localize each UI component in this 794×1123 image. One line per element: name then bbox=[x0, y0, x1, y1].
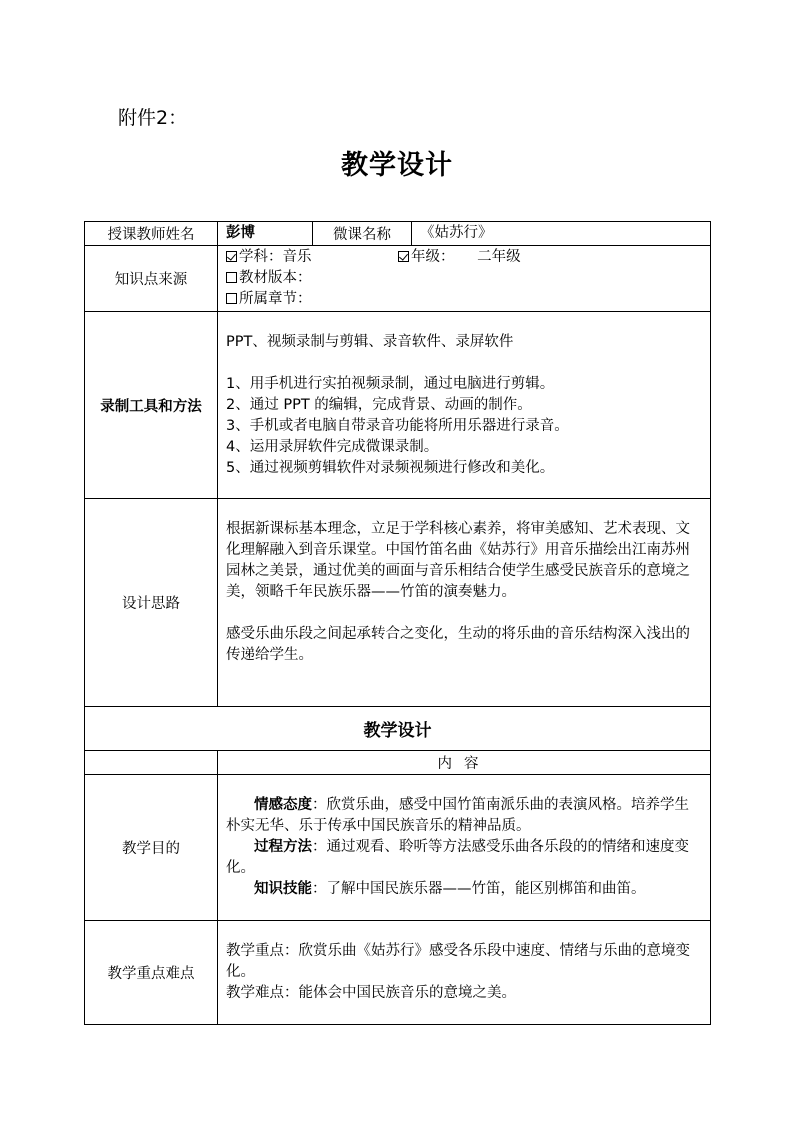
knowledge-source-cell bbox=[218, 246, 711, 312]
key-points-label: 教学重点难点 bbox=[85, 921, 218, 1025]
chapter-text: 所属章节： bbox=[239, 291, 312, 307]
document-title: 教学设计 bbox=[341, 150, 453, 181]
objective-text: ：欣赏乐曲，感受中国竹笛南派乐曲的表演风格。培养学生朴实无华、乐于传承中国民族音乐的精神品质。 bbox=[226, 797, 689, 834]
teacher-label: 授课教师姓名 bbox=[85, 222, 218, 246]
section-title: 教学设计 bbox=[85, 707, 711, 751]
lesson-design-table bbox=[84, 221, 711, 1025]
design-idea-paragraph-2: 感受乐曲乐段之间起承转合之变化，生动的将乐曲的音乐结构深入浅出的传递给学生。 bbox=[226, 626, 690, 663]
objectives-row bbox=[85, 775, 711, 921]
grade-value: 二年级 bbox=[477, 249, 521, 265]
objective-key: 情感态度 bbox=[254, 797, 312, 813]
grade-field bbox=[398, 247, 521, 268]
subject-text: 学科：音乐 bbox=[239, 249, 312, 265]
tools-row bbox=[85, 312, 711, 499]
tools-summary: PPT、视频录制与剪辑、录音软件、录屏软件 bbox=[226, 333, 514, 350]
objectives-label: 教学目的 bbox=[85, 775, 218, 921]
attachment-label: 附件2： bbox=[118, 107, 188, 129]
tools-item: 1、用手机进行实拍视频录制，通过电脑进行剪辑。 bbox=[226, 375, 555, 392]
teaching-difficulty: 教学难点：能体会中国民族音乐的意境之美。 bbox=[226, 985, 516, 1001]
objective-text: ：通过观看、聆听等方法感受乐曲各乐段的的情绪和速度变化。 bbox=[226, 839, 689, 876]
objectives-cell bbox=[218, 775, 711, 921]
subject-field bbox=[226, 247, 398, 268]
chapter-line bbox=[226, 289, 702, 310]
knowledge-source-row bbox=[85, 246, 711, 312]
tools-label: 录制工具和方法 bbox=[85, 312, 218, 499]
section-title-row bbox=[85, 707, 711, 751]
tools-item: 4、运用录屏软件完成微课录制。 bbox=[226, 438, 439, 455]
key-points-cell bbox=[218, 921, 711, 1025]
tools-item: 5、通过视频剪辑软件对录频视频进行修改和美化。 bbox=[226, 459, 555, 476]
objective-item bbox=[226, 837, 702, 879]
course-name: 《姑苏行》 bbox=[412, 222, 711, 246]
key-points-row bbox=[85, 921, 711, 1025]
content-header: 内容 bbox=[218, 751, 711, 775]
header-row bbox=[85, 222, 711, 246]
tools-cell bbox=[218, 312, 711, 499]
chapter-checkbox-icon bbox=[226, 293, 237, 304]
content-header-row bbox=[85, 751, 711, 775]
design-idea-cell bbox=[218, 499, 711, 707]
objective-item bbox=[226, 795, 702, 837]
subject-checkbox-icon bbox=[226, 251, 237, 262]
course-label: 微课名称 bbox=[313, 222, 412, 246]
objective-key: 过程方法 bbox=[254, 839, 312, 855]
edition-line bbox=[226, 268, 702, 289]
design-idea-label: 设计思路 bbox=[85, 499, 218, 707]
teacher-name: 彭博 bbox=[218, 222, 313, 246]
edition-checkbox-icon bbox=[226, 272, 237, 283]
tools-item: 3、手机或者电脑自带录音功能将所用乐器进行录音。 bbox=[226, 417, 569, 434]
objective-item bbox=[226, 879, 702, 900]
teaching-focus: 教学重点：欣赏乐曲《姑苏行》感受各乐段中速度、情绪与乐曲的意境变化。 bbox=[226, 943, 690, 980]
objective-key: 知识技能 bbox=[254, 881, 312, 897]
grade-label: 年级： bbox=[411, 249, 455, 265]
knowledge-source-label: 知识点来源 bbox=[85, 246, 218, 312]
objective-text: ：了解中国民族乐器——竹笛，能区别梆笛和曲笛。 bbox=[312, 881, 646, 897]
tools-item: 2、通过 PPT 的编辑，完成背景、动画的制作。 bbox=[226, 396, 532, 413]
edition-text: 教材版本： bbox=[239, 270, 312, 286]
design-idea-row bbox=[85, 499, 711, 707]
subject-grade-line bbox=[226, 247, 702, 268]
design-idea-paragraph-1: 根据新课标基本理念，立足于学科核心素养，将审美感知、艺术表现、文化理解融入到音乐课堂。中国竹笛名曲《姑苏行》用音乐描绘出江南苏州园林之美景，通过优美的画面与音乐相结合使学生感受民族音乐的意境之美，领略千年民族乐器——竹笛的演奏魅力。 bbox=[226, 521, 690, 600]
grade-checkbox-icon bbox=[398, 251, 409, 262]
content-header-blank bbox=[85, 751, 218, 775]
